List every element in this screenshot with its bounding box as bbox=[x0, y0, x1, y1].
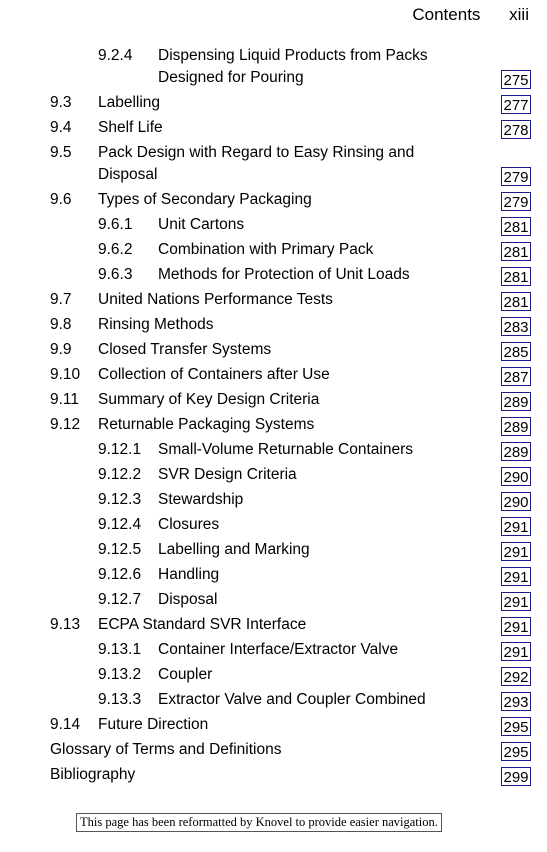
toc-entry[interactable] bbox=[0, 539, 547, 561]
toc-entry-title: Collection of Containers after Use bbox=[98, 366, 330, 383]
page-number-link[interactable]: 281 bbox=[501, 292, 531, 311]
toc-entry[interactable] bbox=[0, 589, 547, 611]
toc-entry[interactable] bbox=[0, 45, 547, 89]
toc-entry-title: ECPA Standard SVR Interface bbox=[98, 616, 307, 633]
toc-entry[interactable] bbox=[0, 639, 547, 661]
page-number-link[interactable]: 279 bbox=[501, 167, 531, 186]
page-number-link[interactable]: 299 bbox=[501, 767, 531, 786]
toc-entry-title: Labelling and Marking bbox=[158, 541, 310, 558]
toc-entry-number: 9.12.6 bbox=[98, 566, 142, 583]
page-number-link[interactable]: 277 bbox=[501, 95, 531, 114]
knovel-reformat-notice: This page has been reformatted by Knovel to provide easier navigation. bbox=[76, 813, 442, 832]
toc-entry-number: 9.10 bbox=[50, 366, 81, 383]
page-number-link[interactable]: 287 bbox=[501, 367, 531, 386]
toc-entry-title: Extractor Valve and Coupler Combined bbox=[158, 691, 426, 708]
toc-entry-title: Dispensing Liquid Products from Packs bbox=[158, 47, 428, 64]
toc-entry[interactable] bbox=[0, 189, 547, 211]
page-number-link[interactable]: 289 bbox=[501, 392, 531, 411]
toc-entry-number: 9.11 bbox=[50, 391, 80, 408]
toc-entry-number: 9.12.4 bbox=[98, 516, 142, 533]
toc-entry[interactable] bbox=[0, 664, 547, 686]
toc-entry-title: Pack Design with Regard to Easy Rinsing and bbox=[98, 144, 415, 161]
toc-entry[interactable] bbox=[0, 739, 547, 761]
toc-entry[interactable] bbox=[0, 689, 547, 711]
toc-entry[interactable] bbox=[0, 264, 547, 286]
toc-entry-number: 9.13.2 bbox=[98, 666, 142, 683]
toc-entry-number: 9.13 bbox=[50, 616, 81, 633]
toc-entry-number: 9.14 bbox=[50, 716, 81, 733]
toc-entry-title: Unit Cartons bbox=[158, 216, 245, 233]
toc-entry-title: Designed for Pouring bbox=[158, 69, 304, 86]
toc-entry-title: United Nations Performance Tests bbox=[98, 291, 333, 308]
toc-entry-number: 9.3 bbox=[50, 94, 72, 111]
toc-entry[interactable] bbox=[0, 489, 547, 511]
page-number-link[interactable]: 291 bbox=[501, 567, 531, 586]
toc-entry-title: Closed Transfer Systems bbox=[98, 341, 272, 358]
toc-entry[interactable] bbox=[0, 464, 547, 486]
toc-entry-title: Rinsing Methods bbox=[98, 316, 214, 333]
toc-entry-number: 9.12.3 bbox=[98, 491, 142, 508]
toc-entry-title: Coupler bbox=[158, 666, 213, 683]
page-number-link[interactable]: 285 bbox=[501, 342, 531, 361]
toc-entry[interactable] bbox=[0, 414, 547, 436]
toc-entry-number: 9.9 bbox=[50, 341, 72, 358]
toc-entry-number: 9.12.1 bbox=[98, 441, 142, 458]
page-number-link[interactable]: 281 bbox=[501, 242, 531, 261]
toc-entry-number: 9.5 bbox=[50, 144, 72, 161]
table-of-contents bbox=[0, 45, 547, 789]
toc-entry-title: Glossary of Terms and Definitions bbox=[50, 741, 282, 758]
toc-entry-title: Stewardship bbox=[158, 491, 244, 508]
page-header bbox=[412, 5, 529, 25]
toc-entry[interactable] bbox=[0, 564, 547, 586]
toc-entry-number: 9.2.4 bbox=[98, 47, 133, 64]
toc-entry[interactable] bbox=[0, 514, 547, 536]
toc-entry[interactable] bbox=[0, 239, 547, 261]
toc-entry[interactable] bbox=[0, 117, 547, 139]
toc-entry-number: 9.13.3 bbox=[98, 691, 142, 708]
page-number-link[interactable]: 295 bbox=[501, 717, 531, 736]
page-number-link[interactable]: 295 bbox=[501, 742, 531, 761]
toc-entry-number: 9.6.2 bbox=[98, 241, 133, 258]
page-number-link[interactable]: 275 bbox=[501, 70, 531, 89]
toc-entry-title: Small-Volume Returnable Containers bbox=[158, 441, 414, 458]
header-section-title: Contents bbox=[412, 5, 481, 24]
toc-entry[interactable] bbox=[0, 439, 547, 461]
toc-entry[interactable] bbox=[0, 389, 547, 411]
toc-entry-number: 9.6.1 bbox=[98, 216, 133, 233]
toc-entry-title: Labelling bbox=[98, 94, 161, 111]
toc-entry-title: Future Direction bbox=[98, 716, 209, 733]
toc-entry-number: 9.6 bbox=[50, 191, 72, 208]
toc-entry-title: Combination with Primary Pack bbox=[158, 241, 374, 258]
page-number-link[interactable]: 281 bbox=[501, 267, 531, 286]
page-number-link[interactable]: 291 bbox=[501, 517, 531, 536]
page-number-link[interactable]: 289 bbox=[501, 417, 531, 436]
toc-entry[interactable] bbox=[0, 314, 547, 336]
toc-entry[interactable] bbox=[0, 614, 547, 636]
toc-entry[interactable] bbox=[0, 92, 547, 114]
toc-entry[interactable] bbox=[0, 289, 547, 311]
page-number-link[interactable]: 283 bbox=[501, 317, 531, 336]
page-number-link[interactable]: 290 bbox=[501, 467, 531, 486]
page-number-link[interactable]: 279 bbox=[501, 192, 531, 211]
page-number-link[interactable]: 293 bbox=[501, 692, 531, 711]
toc-entry-number: 9.12.2 bbox=[98, 466, 142, 483]
toc-entry-title: Container Interface/Extractor Valve bbox=[158, 641, 399, 658]
toc-entry-title: SVR Design Criteria bbox=[158, 466, 297, 483]
page-number-link[interactable]: 291 bbox=[501, 617, 531, 636]
toc-entry[interactable] bbox=[0, 714, 547, 736]
toc-entry[interactable] bbox=[0, 214, 547, 236]
toc-entry-number: 9.12.7 bbox=[98, 591, 142, 608]
toc-entry-number: 9.12 bbox=[50, 416, 81, 433]
toc-entry-title: Methods for Protection of Unit Loads bbox=[158, 266, 410, 283]
toc-entry-title: Returnable Packaging Systems bbox=[98, 416, 315, 433]
toc-entry[interactable] bbox=[0, 339, 547, 361]
page-number-link[interactable]: 281 bbox=[501, 217, 531, 236]
page-number-link[interactable]: 291 bbox=[501, 642, 531, 661]
toc-entry[interactable] bbox=[0, 142, 547, 186]
page-number-link[interactable]: 278 bbox=[501, 120, 531, 139]
page-number-link[interactable]: 290 bbox=[501, 492, 531, 511]
toc-entry-title: Closures bbox=[158, 516, 220, 533]
toc-entry-title: Summary of Key Design Criteria bbox=[98, 391, 320, 408]
page-number-link[interactable]: 291 bbox=[501, 542, 531, 561]
toc-entry-number: 9.6.3 bbox=[98, 266, 133, 283]
toc-entry-title: Shelf Life bbox=[98, 119, 163, 136]
toc-entry-title: Types of Secondary Packaging bbox=[98, 191, 312, 208]
toc-entry[interactable] bbox=[0, 364, 547, 386]
toc-entry-number: 9.13.1 bbox=[98, 641, 142, 658]
toc-entry-number: 9.4 bbox=[50, 119, 72, 136]
toc-entry-title: Handling bbox=[158, 566, 220, 583]
toc-entry-number: 9.12.5 bbox=[98, 541, 142, 558]
page-number-link[interactable]: 291 bbox=[501, 592, 531, 611]
toc-entry-number: 9.8 bbox=[50, 316, 72, 333]
toc-entry-number: 9.7 bbox=[50, 291, 72, 308]
toc-entry-title: Bibliography bbox=[50, 766, 136, 783]
toc-entry-title: Disposal bbox=[98, 166, 158, 183]
toc-entry-title: Disposal bbox=[158, 591, 218, 608]
toc-entry[interactable] bbox=[0, 764, 547, 786]
header-page-number: xiii bbox=[509, 5, 529, 24]
page-number-link[interactable]: 289 bbox=[501, 442, 531, 461]
page-number-link[interactable]: 292 bbox=[501, 667, 531, 686]
